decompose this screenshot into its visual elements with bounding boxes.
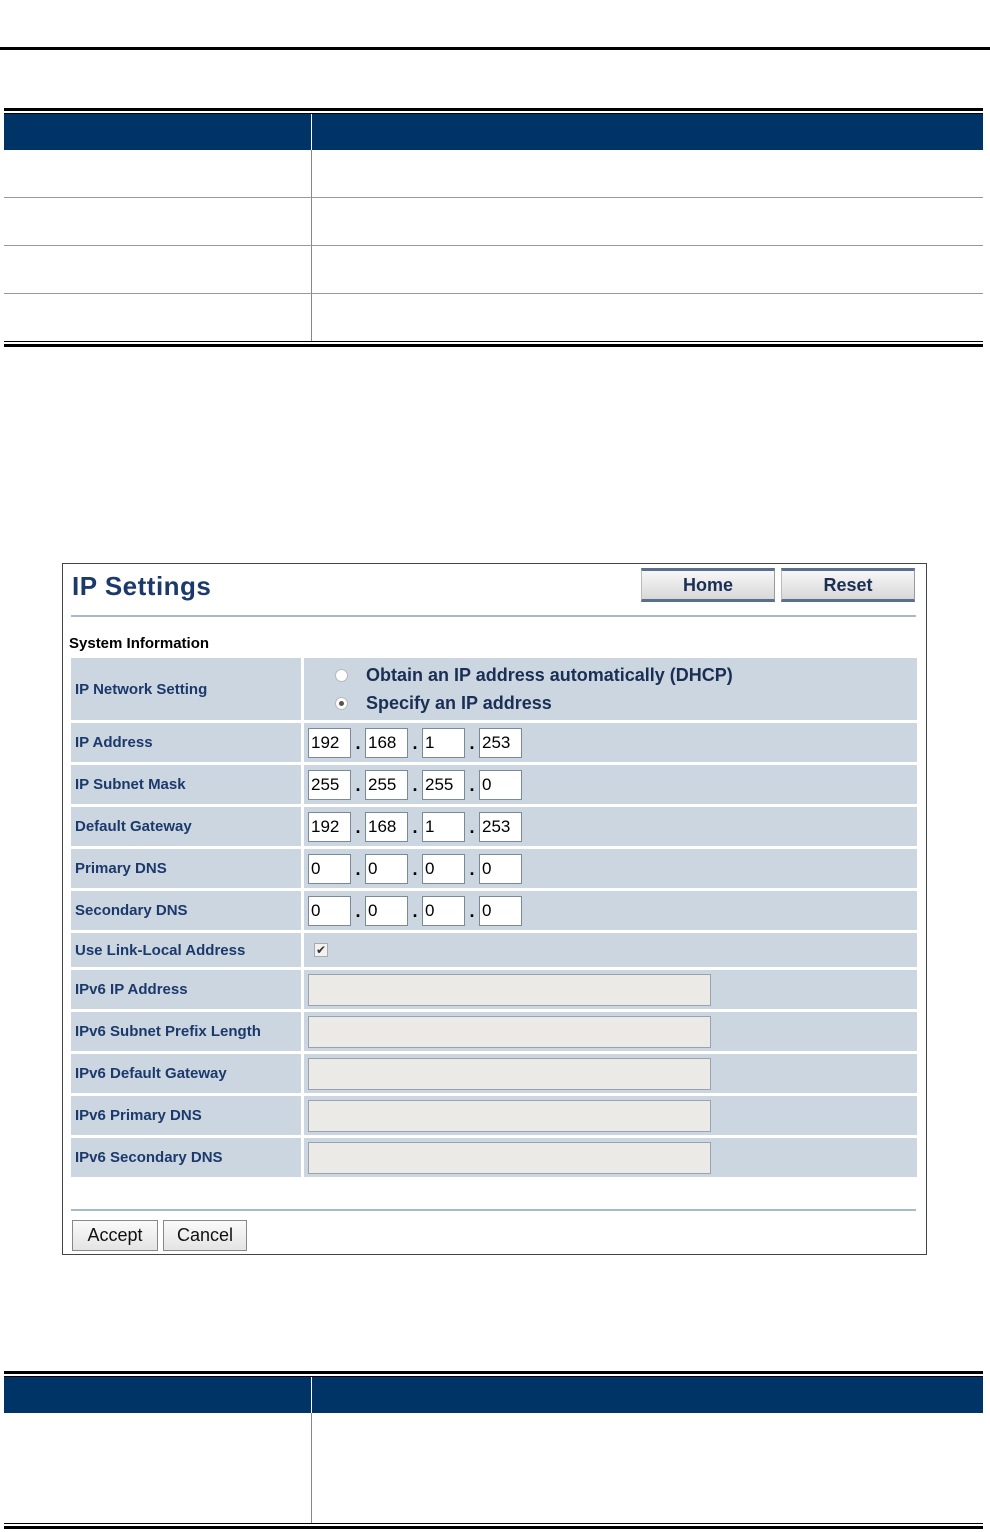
table-row: [4, 1413, 983, 1523]
dhcp-option-label: Obtain an IP address automatically (DHCP): [366, 664, 733, 685]
default-gateway-label: Default Gateway: [71, 807, 304, 846]
top-doc-table: [4, 108, 983, 347]
table-row: [4, 246, 983, 294]
ip-address-octet-1[interactable]: 192: [308, 728, 351, 758]
form-row-secondary-dns: Secondary DNS 0 . 0 . 0 . 0: [71, 891, 917, 930]
table-bottom-rule: [4, 1526, 983, 1529]
form-row-ip-address: IP Address 192 . 168 . 1 . 253: [71, 723, 917, 762]
secondary-dns-label: Secondary DNS: [71, 891, 304, 930]
subnet-mask-octet-1[interactable]: 255: [308, 770, 351, 800]
primary-dns-octet-1[interactable]: 0: [308, 854, 351, 884]
ip-settings-panel: [62, 563, 927, 1255]
table-row: [4, 150, 983, 198]
ipv6-ip-label: IPv6 IP Address: [71, 970, 304, 1009]
link-local-label: Use Link-Local Address: [71, 933, 304, 967]
dhcp-radio[interactable]: [335, 669, 348, 682]
primary-dns-octet-3[interactable]: 0: [422, 854, 465, 884]
form-row-ipv6-prefix: [71, 1012, 917, 1051]
secondary-dns-octet-4[interactable]: 0: [479, 896, 522, 926]
ipv6-ip-input[interactable]: [308, 974, 711, 1006]
bottom-doc-table: [4, 1371, 983, 1529]
form-row-ipv6-ip: [71, 970, 917, 1009]
home-button[interactable]: Home: [641, 568, 775, 602]
secondary-dns-octet-3[interactable]: 0: [422, 896, 465, 926]
ip-settings-form: [71, 658, 917, 1180]
table-header-row: [4, 114, 983, 150]
subnet-mask-octet-3[interactable]: 255: [422, 770, 465, 800]
primary-dns-octet-2[interactable]: 0: [365, 854, 408, 884]
table-row: [4, 198, 983, 246]
ip-address-octet-3[interactable]: 1: [422, 728, 465, 758]
form-row-ipv6-primary-dns: [71, 1096, 917, 1135]
form-row-ipv6-secondary-dns: [71, 1138, 917, 1177]
form-row-network-setting: [71, 658, 917, 720]
table-bottom-rule: [4, 344, 983, 347]
primary-dns-label: Primary DNS: [71, 849, 304, 888]
ip-address-octet-2[interactable]: 168: [365, 728, 408, 758]
form-bottom-divider: [71, 1209, 916, 1211]
gateway-octet-1[interactable]: 192: [308, 812, 351, 842]
ipv6-primary-dns-input[interactable]: [308, 1100, 711, 1132]
link-local-checkbox[interactable]: ✔: [315, 943, 327, 957]
cancel-button[interactable]: Cancel: [163, 1220, 247, 1251]
ipv6-secondary-dns-input[interactable]: [308, 1142, 711, 1174]
gateway-octet-3[interactable]: 1: [422, 812, 465, 842]
ipv6-gateway-label: IPv6 Default Gateway: [71, 1054, 304, 1093]
accept-button[interactable]: Accept: [72, 1220, 158, 1251]
secondary-dns-octet-1[interactable]: 0: [308, 896, 351, 926]
form-row-default-gateway: Default Gateway 192 . 168 . 1 . 253: [71, 807, 917, 846]
table-row: [4, 294, 983, 341]
ipv6-gateway-input[interactable]: [308, 1058, 711, 1090]
subnet-mask-label: IP Subnet Mask: [71, 765, 304, 804]
ipv6-secondary-dns-label: IPv6 Secondary DNS: [71, 1138, 304, 1177]
ip-address-label: IP Address: [71, 723, 304, 762]
ipv6-prefix-input[interactable]: [308, 1016, 711, 1048]
section-heading: System Information: [69, 635, 210, 652]
primary-dns-octet-4[interactable]: 0: [479, 854, 522, 884]
title-divider: [71, 615, 916, 617]
reset-button[interactable]: Reset: [781, 568, 915, 602]
gateway-octet-4[interactable]: 253: [479, 812, 522, 842]
page-header-rule: [0, 47, 990, 50]
subnet-mask-octet-4[interactable]: 0: [479, 770, 522, 800]
ipv6-prefix-label: IPv6 Subnet Prefix Length: [71, 1012, 304, 1051]
static-ip-option-label: Specify an IP address: [366, 692, 552, 713]
form-row-ipv6-gateway: [71, 1054, 917, 1093]
table-header-row: [4, 1377, 983, 1413]
ipv6-primary-dns-label: IPv6 Primary DNS: [71, 1096, 304, 1135]
form-row-link-local: [71, 933, 917, 967]
subnet-mask-octet-2[interactable]: 255: [365, 770, 408, 800]
form-row-subnet-mask: IP Subnet Mask 255 . 255 . 255 . 0: [71, 765, 917, 804]
network-setting-label: IP Network Setting: [71, 658, 304, 720]
gateway-octet-2[interactable]: 168: [365, 812, 408, 842]
static-ip-option[interactable]: [308, 689, 552, 717]
page-title: IP Settings: [72, 571, 212, 601]
ip-address-octet-4[interactable]: 253: [479, 728, 522, 758]
dhcp-option[interactable]: [308, 661, 733, 689]
static-ip-radio[interactable]: [335, 697, 348, 710]
form-row-primary-dns: Primary DNS 0 . 0 . 0 . 0: [71, 849, 917, 888]
secondary-dns-octet-2[interactable]: 0: [365, 896, 408, 926]
